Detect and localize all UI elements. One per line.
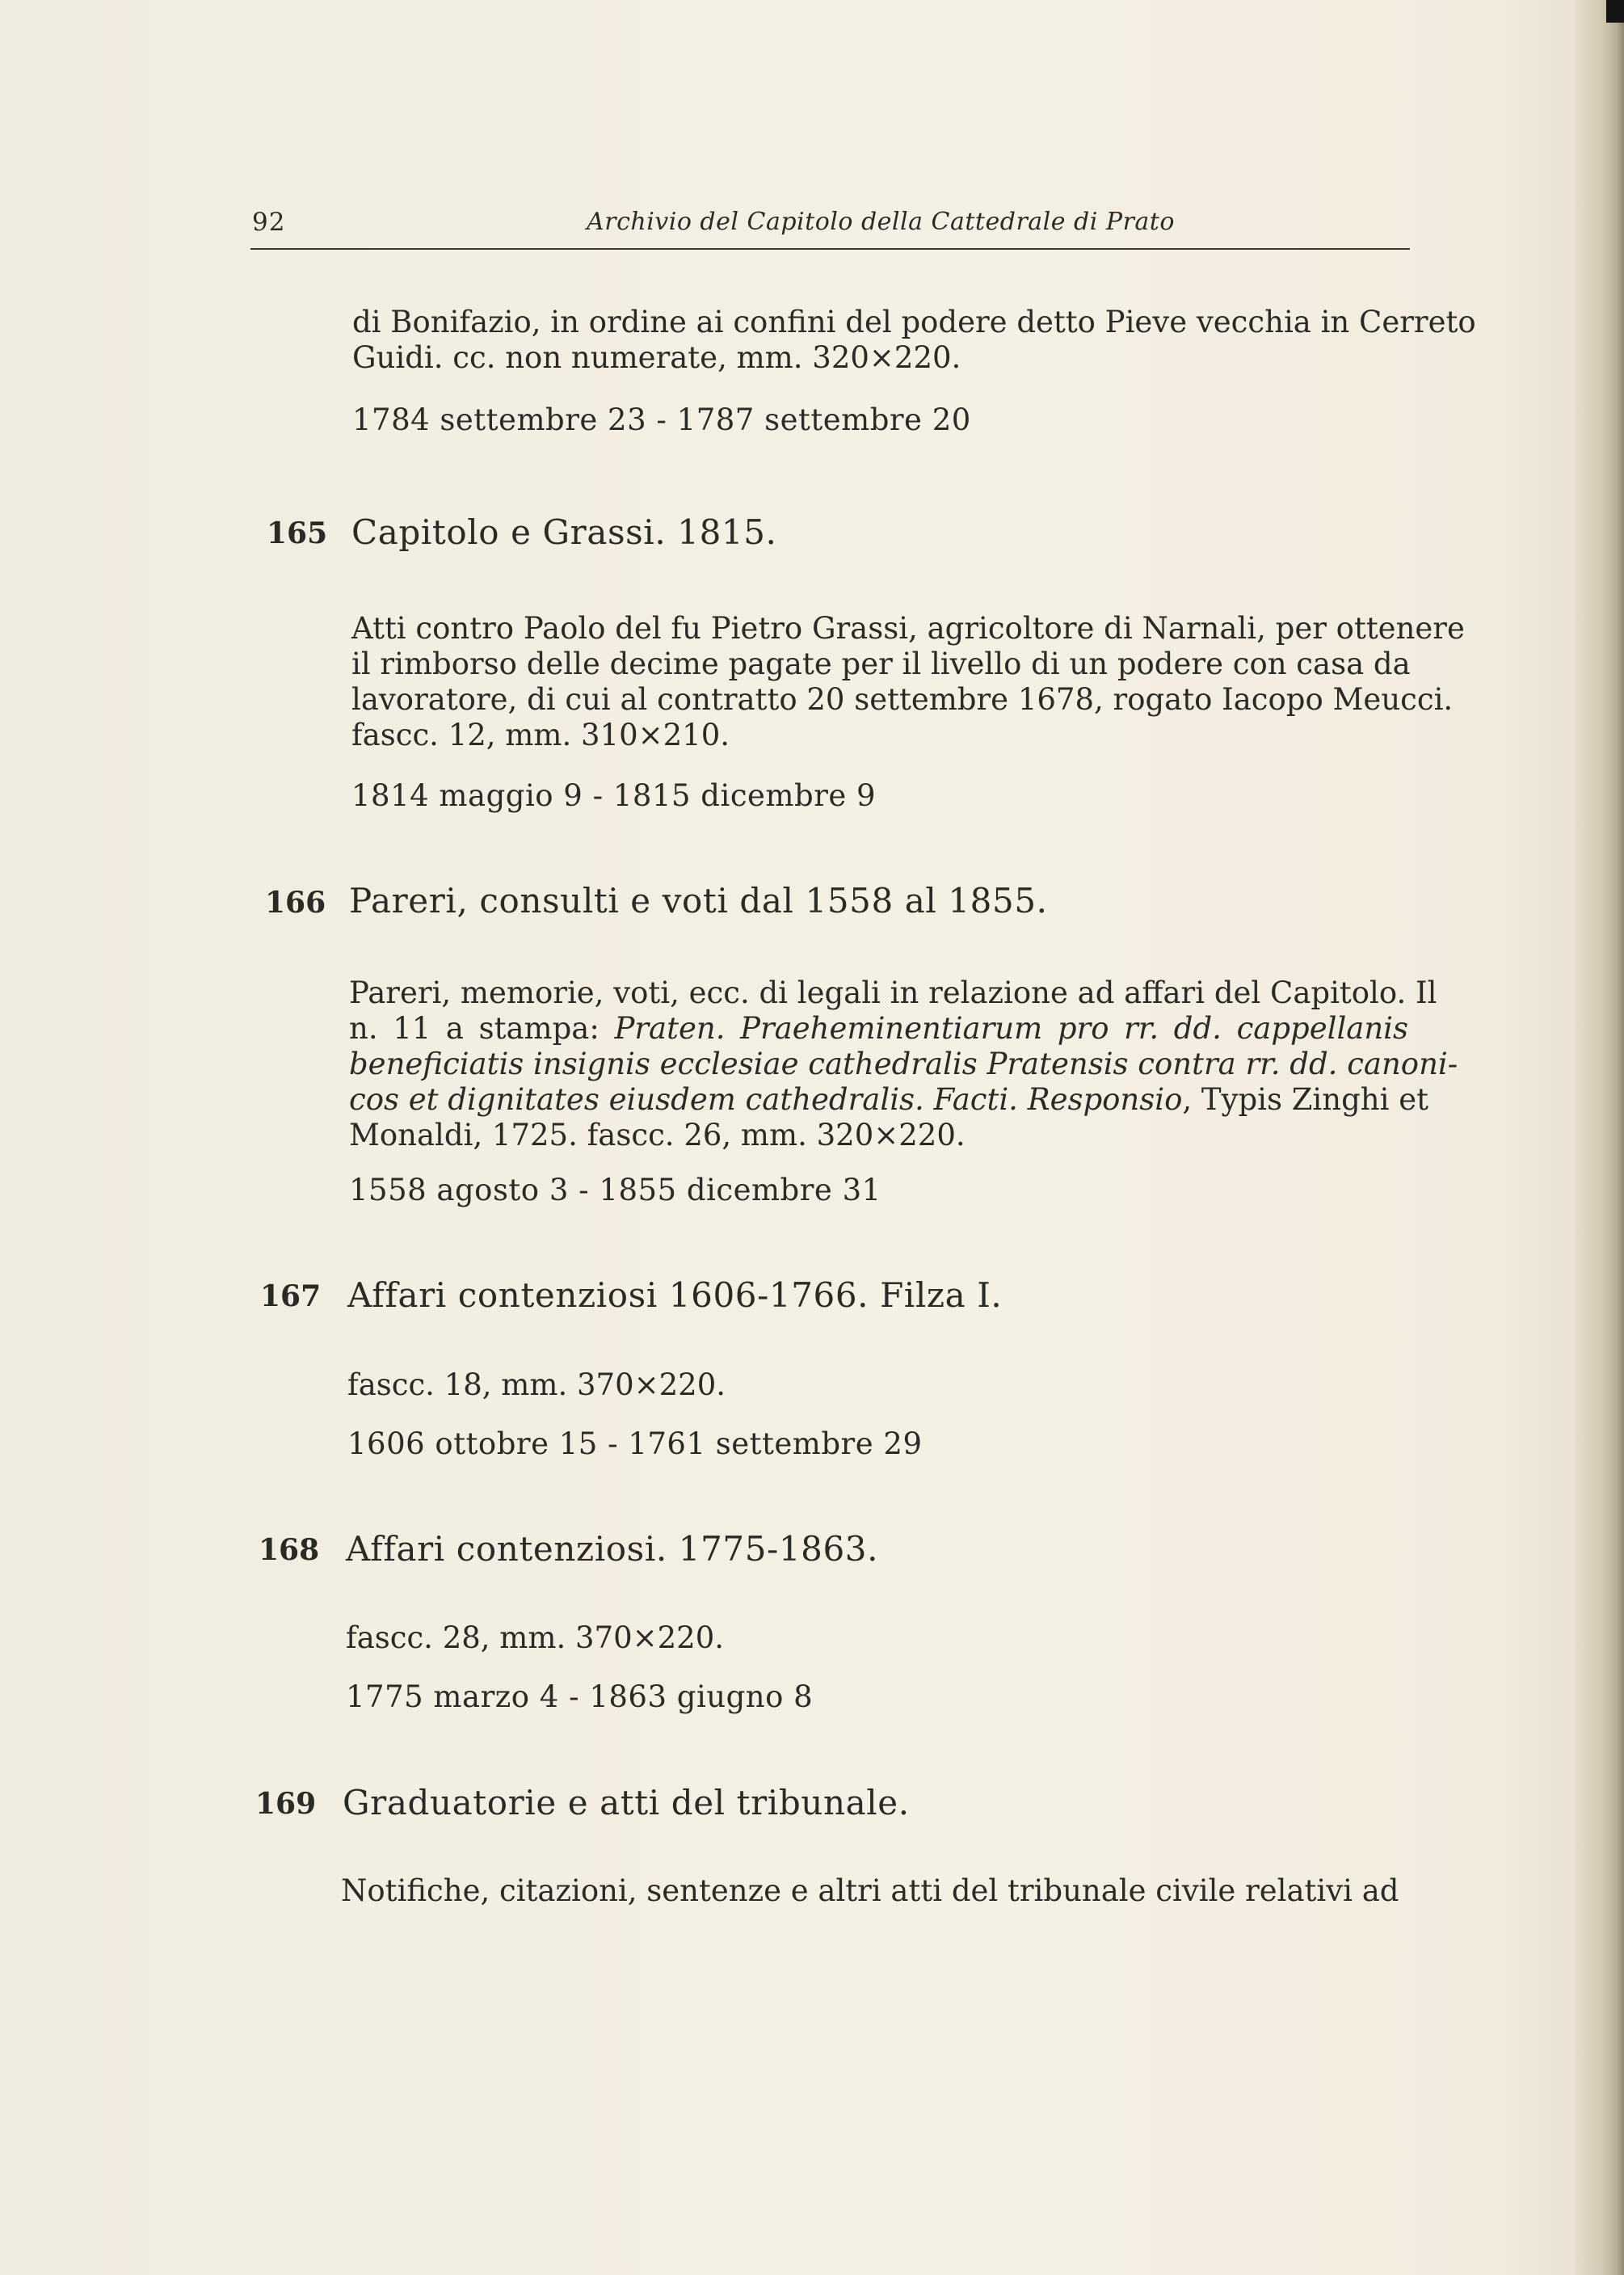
description-text: n. 11 a stampa:	[349, 1011, 615, 1046]
running-title: Archivio del Capitolo della Cattedrale di Prato	[587, 208, 1175, 236]
entry-title-169: Graduatorie e atti del tribunale.	[343, 1783, 910, 1822]
running-head	[250, 208, 1410, 250]
entry-title-166: Pareri, consulti e voti dal 1558 al 1855.	[349, 881, 1048, 921]
entry-number-166: 166	[265, 886, 326, 920]
entry-description-169	[341, 1873, 1398, 1909]
entry-number-169: 169	[255, 1787, 317, 1821]
description-line	[349, 1011, 1408, 1047]
description-line: Pareri, memorie, voti, ecc. di legali in relazione ad affari del Capitolo. Il	[349, 975, 1437, 1010]
description-line: di Bonifazio, in ordine ai confini del podere detto Pieve vecchia in Cerreto	[352, 305, 1476, 339]
description-line: lavoratore, di cui al contratto 20 settembre 1678, rogato Iacopo Meucci.	[351, 682, 1454, 717]
entry-title-167: Affari contenziosi 1606-1766. Filza I.	[347, 1275, 1003, 1315]
description-line: Guidi. cc. non numerate, mm. 320×220.	[352, 340, 961, 375]
entry-number-165: 165	[267, 516, 328, 550]
description-line: fascc. 28, mm. 370×220.	[346, 1620, 725, 1655]
description-line: Monaldi, 1725. fascc. 26, mm. 320×220.	[349, 1118, 966, 1152]
entry-date-167: 1606 ottobre 15 - 1761 settembre 29	[347, 1426, 923, 1461]
description-line: fascc. 12, mm. 310×210.	[351, 718, 730, 752]
entry-date-166: 1558 agosto 3 - 1855 dicembre 31	[349, 1173, 881, 1207]
entry-number-167: 167	[260, 1279, 322, 1313]
continuation-description	[352, 305, 1476, 376]
entry-description-166	[349, 975, 1458, 1153]
description-text: , Typis Zinghi et	[1182, 1082, 1428, 1117]
entry-title-168: Affari contenziosi. 1775-1863.	[346, 1529, 879, 1569]
page-edge-shadow	[1576, 0, 1624, 2275]
page-corner	[1606, 0, 1624, 23]
entry-date-168: 1775 marzo 4 - 1863 giugno 8	[346, 1679, 814, 1714]
entry-description-168	[346, 1620, 1396, 1656]
description-italic-title: Praten. Praeheminentiarum pro rr. dd. cappellanis	[614, 1011, 1408, 1046]
description-line: il rimborso delle decime pagate per il livello di un podere con casa da	[351, 647, 1411, 681]
description-italic-title: beneficiatis insignis ecclesiae cathedralis Pratensis contra rr. dd. canoni-	[349, 1047, 1458, 1081]
entry-description-167	[347, 1367, 1398, 1403]
continuation-date: 1784 settembre 23 - 1787 settembre 20	[352, 402, 971, 437]
entry-title-165: Capitolo e Grassi. 1815.	[351, 512, 777, 552]
description-line: Notifiche, citazioni, sentenze e altri atti del tribunale civile relativi ad	[341, 1873, 1399, 1908]
description-line: fascc. 18, mm. 370×220.	[347, 1367, 726, 1402]
page-number: 92	[252, 208, 286, 237]
description-italic-title: cos et dignitates eiusdem cathedralis. Facti. Responsio	[349, 1082, 1183, 1117]
entry-number-168: 168	[259, 1533, 320, 1567]
description-line	[349, 1082, 1428, 1118]
entry-date-165: 1814 maggio 9 - 1815 dicembre 9	[351, 778, 877, 813]
entry-description-165	[351, 611, 1465, 753]
description-line: Atti contro Paolo del fu Pietro Grassi, agricoltore di Narnali, per ottenere	[351, 611, 1465, 646]
